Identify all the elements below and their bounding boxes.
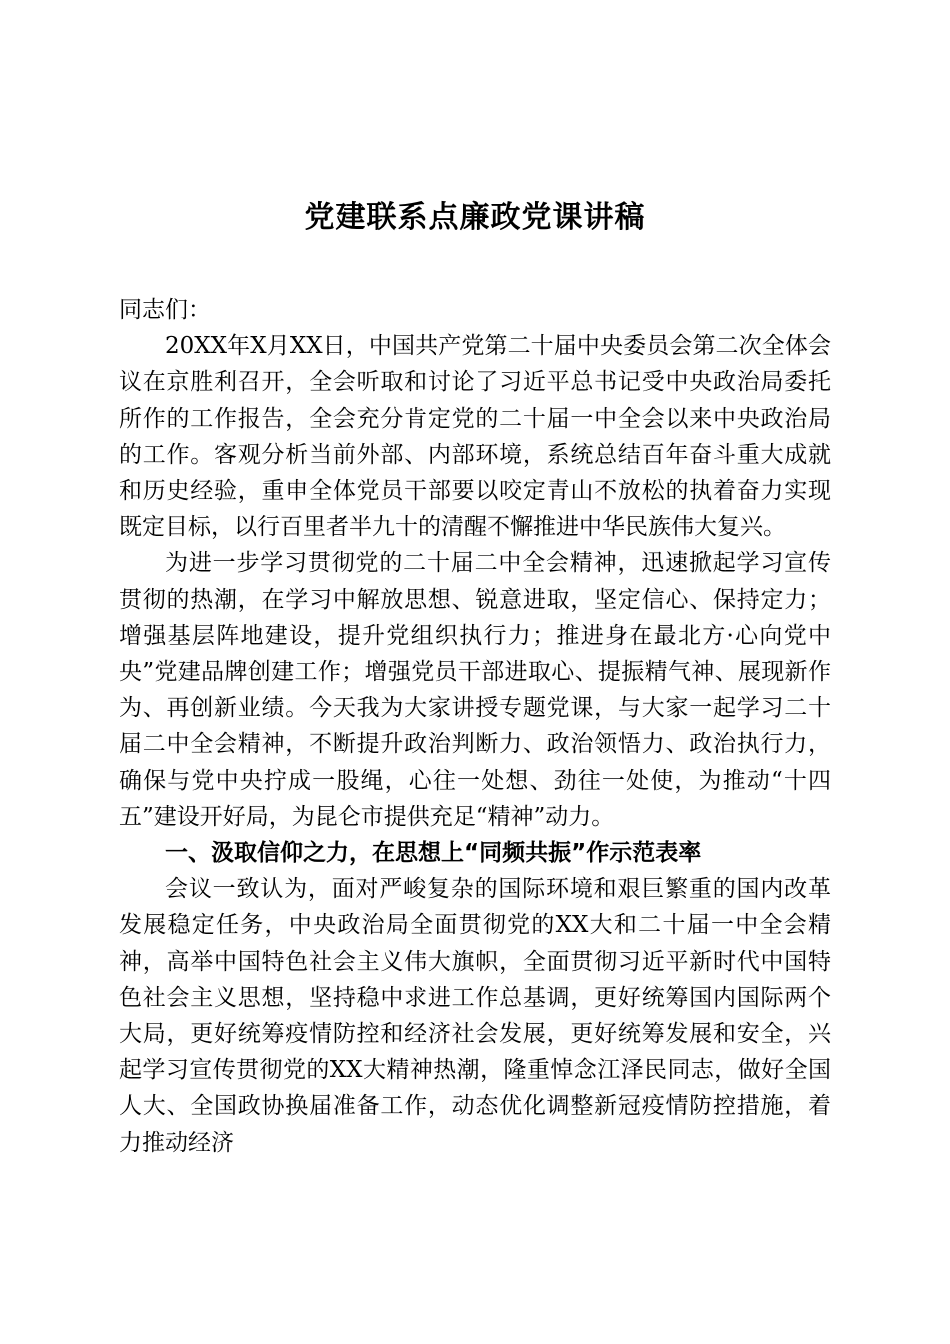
paragraph-1: 20XX年X月XX日，中国共产党第二十届中央委员会第二次全体会议在京胜利召开，全会听取和讨论了习近平总书记受中央政治局委托所作的工作报告，全会充分肯定党的二十届一中全会以来中央政治局的工作。客观分析当前外部、内部环境，系统总结百年奋斗重大成就和历史经验，重申全体党员干部要以咬定青山不放松的执着奋力实现既定目标，以行百里者半九十的清醒不懈推进中华民族伟大复兴。 — [119, 333, 831, 541]
salutation: 同志们： — [119, 297, 211, 323]
document-title: 党建联系点廉政党课讲稿 — [304, 200, 646, 235]
section-heading: 一、汲取信仰之力，在思想上“同频共振”作示范表率 — [165, 840, 702, 867]
document-body — [119, 292, 831, 1161]
paragraph-2: 为进一步学习贯彻党的二十届二中全会精神，迅速掀起学习宣传贯彻的热潮，在学习中解放思想、锐意进取，坚定信心、保持定力；增强基层阵地建设，提升党组织执行力；推进身在最北方·心向党中央”党建品牌创建工作；增强党员干部进取心、提振精气神、展现新作为、再创新业绩。今天我为大家讲授专题党课，与大家一起学习二十届二中全会精神，不断提升政治判断力、政治领悟力、政治执行力，确保与党中央拧成一股绳，心往一处想、劲往一处使，为推动“十四五”建设开好局，为昆仑市提供充足“精神”动力。 — [119, 550, 831, 830]
section-paragraph: 会议一致认为，面对严峻复杂的国际环境和艰巨繁重的国内改革发展稳定任务，中央政治局全面贯彻党的XX大和二十届一中全会精神，高举中国特色社会主义伟大旗帜，全面贯彻习近平新时代中国特色社会主义思想，坚持稳中求进工作总基调，更好统筹国内国际两个大局，更好统筹疫情防控和经济社会发展，更好统筹发展和安全，兴起学习宣传贯彻党的XX大精神热潮，隆重悼念江泽民同志，做好全国人大、全国政协换届准备工作，动态优化调整新冠疫情防控措施，着力推动经济 — [119, 876, 831, 1156]
